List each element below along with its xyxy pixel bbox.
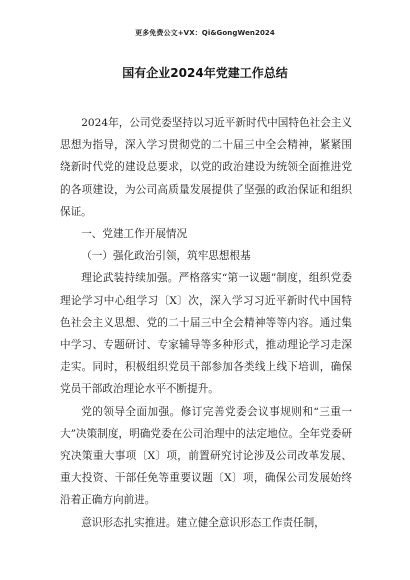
body-paragraph: 意识形态扎实推进。建立健全意识形态工作责任制， [81,516,325,529]
body-paragraph: 理论武装持续加强。严格落实“第一议题”制度，组织党委理论学习中心组学习〔X〕次，深入学习习近平新时代中国特色社会主义思想、党的二十届三中全会精神等等内容。通过集中学习、专题研讨、专家辅导等多种形式，推动理论学习走深走实。同时，积极组织党员干部参加各类线上线下培训，确保党员干部政治理论水平不断提升。 [60,272,352,396]
body-paragraph: 党的领导全面加强。修订完善党委会议事规则和“三重一大”决策制度，明确党委在公司治理中的法定地位。全年党委研究决策重大事项〔X〕项，前置研究讨论涉及公司改革发展、重大投资、干部任免等重要议题〔X〕项，确保公司发展始终沿着正确方向前进。 [60,405,352,507]
header-note: 更多免费公文+VX：Qi&GongWen2024 [135,29,275,37]
document-body [60,112,352,534]
section-heading: 一、党建工作开展情况 [81,228,188,241]
document-title: 国有企业2024年党建工作总结 [122,66,288,80]
intro-paragraph: 2024年，公司党委坚持以习近平新时代中国特色社会主义思想为指导，深入学习贯彻党的二十届三中全会精神，紧紧围绕新时代党的建设总要求，以党的政治建设为统领全面推进党的各项建设，为公司高质量发展提供了坚强的政治保证和组织保证。 [60,117,352,218]
subsection-heading: （一）强化政治引领，筑牢思想根基 [81,250,251,263]
